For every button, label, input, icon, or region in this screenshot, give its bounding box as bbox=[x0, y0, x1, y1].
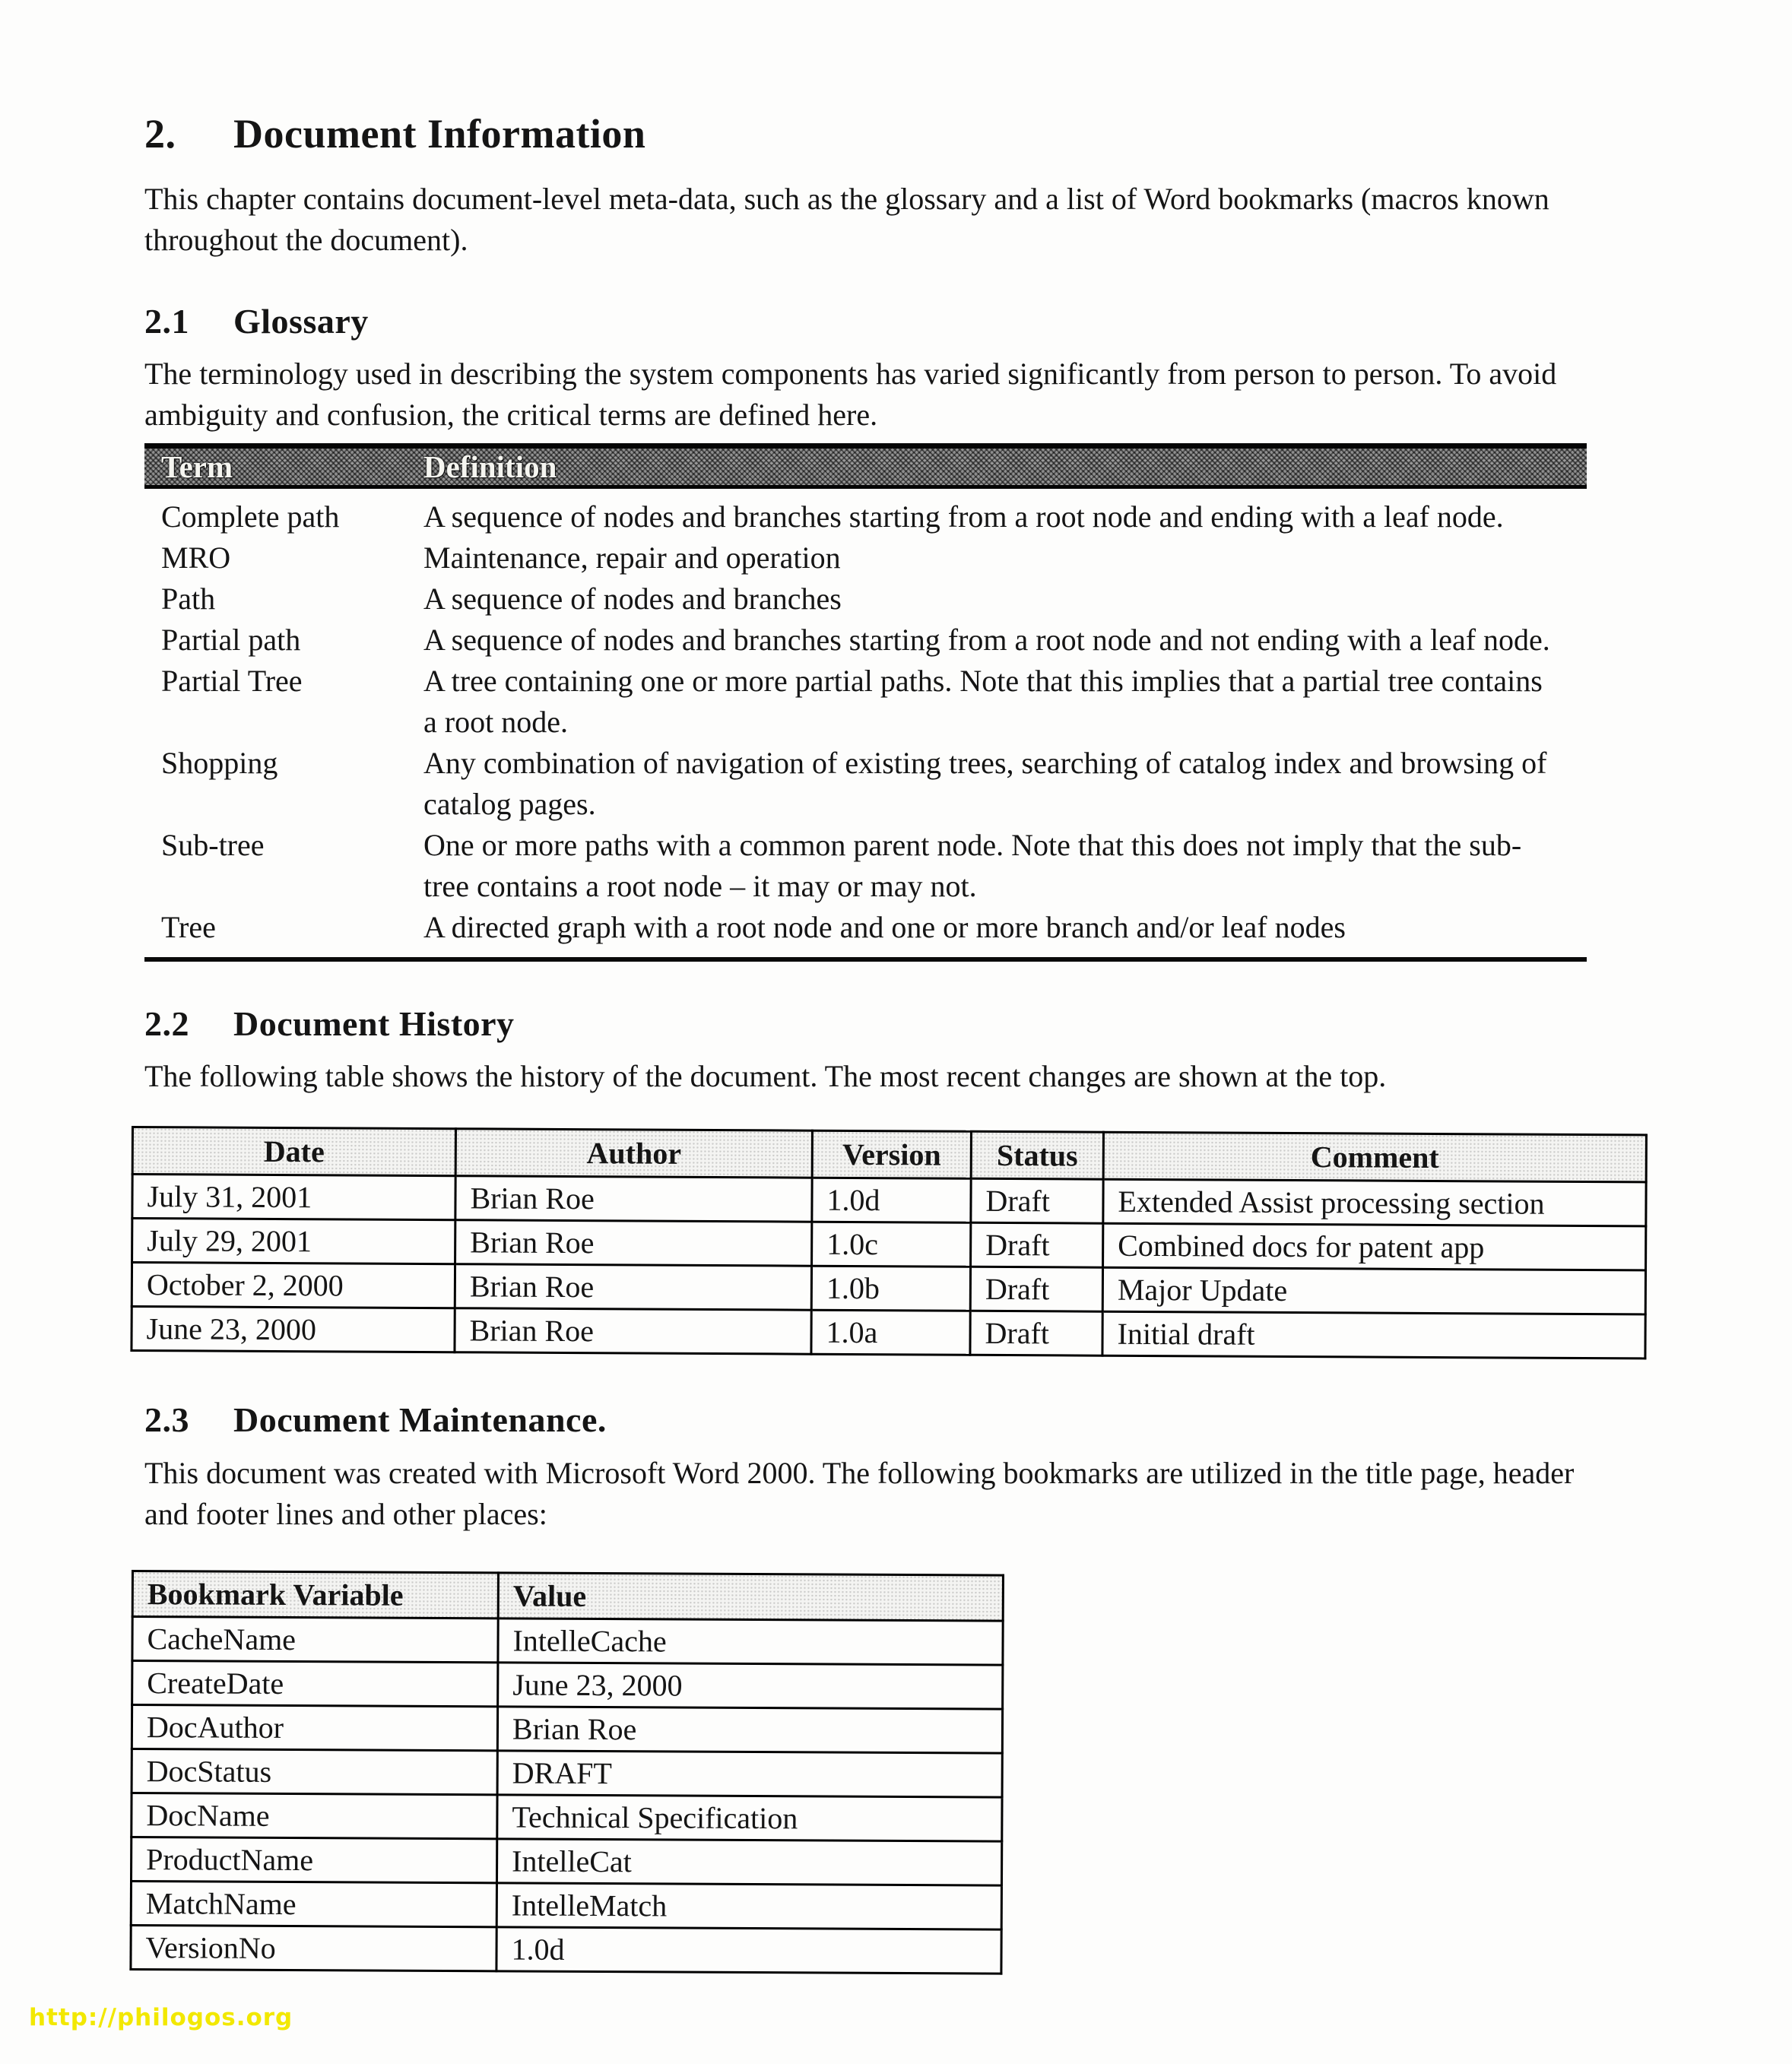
page-content bbox=[144, 113, 1621, 1970]
glossary-definition: Maintenance, repair and operation bbox=[423, 540, 841, 575]
history-cell-version: 1.0b bbox=[811, 1266, 970, 1311]
table-row bbox=[131, 1881, 1001, 1929]
maintenance-title: Document Maintenance. bbox=[233, 1400, 607, 1440]
bookmark-value: DRAFT bbox=[497, 1750, 1002, 1796]
bookmark-variable: DocName bbox=[132, 1793, 497, 1838]
table-row bbox=[144, 496, 1587, 537]
table-row bbox=[132, 1263, 1645, 1314]
glossary-definition: One or more paths with a common parent node. Note that this does not imply that the sub-tree contains a root node – it may or may not. bbox=[423, 827, 1522, 903]
table-row bbox=[144, 907, 1587, 948]
glossary-definition: A directed graph with a root node and one or more branch and/or leaf nodes bbox=[423, 909, 1346, 944]
bookmark-value: Technical Specification bbox=[497, 1794, 1002, 1840]
bookmark-variable: DocAuthor bbox=[132, 1704, 497, 1750]
glossary-header-definition: Definition bbox=[423, 449, 557, 484]
table-row bbox=[144, 743, 1587, 825]
history-cell-status: Draft bbox=[970, 1311, 1102, 1356]
maintenance-number: 2.3 bbox=[144, 1400, 189, 1440]
history-cell-date: October 2, 2000 bbox=[132, 1263, 455, 1308]
glossary-title: Glossary bbox=[233, 301, 369, 341]
history-cell-author: Brian Roe bbox=[455, 1264, 811, 1310]
bookmark-table bbox=[129, 1570, 1004, 1975]
history-cell-author: Brian Roe bbox=[455, 1176, 812, 1222]
section-title: Document Information bbox=[233, 111, 646, 157]
glossary-term: Path bbox=[161, 581, 216, 616]
history-header-author: Author bbox=[455, 1129, 812, 1178]
glossary-term: Shopping bbox=[161, 745, 278, 780]
glossary-definition: A sequence of nodes and branches bbox=[423, 581, 842, 616]
glossary-term: MRO bbox=[161, 540, 231, 575]
glossary-term: Sub-tree bbox=[161, 827, 265, 862]
glossary-body bbox=[144, 489, 1587, 957]
history-cell-version: 1.0d bbox=[812, 1178, 971, 1222]
history-cell-comment: Major Update bbox=[1102, 1267, 1645, 1314]
history-cell-comment: Initial draft bbox=[1102, 1311, 1645, 1359]
maintenance-heading bbox=[144, 1402, 1621, 1438]
glossary-definition: A sequence of nodes and branches starting from a root node and ending with a leaf node. bbox=[423, 499, 1504, 534]
history-heading bbox=[144, 1003, 1621, 1043]
glossary-table bbox=[144, 443, 1587, 962]
bookmark-variable: DocStatus bbox=[132, 1749, 497, 1794]
table-row bbox=[132, 1219, 1646, 1270]
glossary-intro: The terminology used in describing the system components has varied significantly from person to person. To avoid ambiguity and confusion, the critical terms are defined here. bbox=[144, 356, 1557, 432]
table-row bbox=[132, 1307, 1645, 1359]
history-number: 2.2 bbox=[144, 1003, 189, 1043]
glossary-header-row bbox=[144, 443, 1587, 489]
history-cell-author: Brian Roe bbox=[455, 1220, 812, 1266]
bookmark-value: IntelleCat bbox=[496, 1838, 1001, 1885]
table-row bbox=[132, 1793, 1002, 1841]
history-cell-author: Brian Roe bbox=[455, 1308, 811, 1354]
history-cell-date: July 29, 2001 bbox=[132, 1219, 455, 1264]
table-row bbox=[144, 661, 1587, 743]
glossary-term: Complete path bbox=[161, 499, 340, 534]
bookmark-header-variable: Bookmark Variable bbox=[132, 1571, 498, 1618]
history-header-row bbox=[132, 1127, 1646, 1182]
section-number: 2. bbox=[144, 111, 176, 157]
glossary-term: Partial Tree bbox=[161, 663, 303, 698]
table-row bbox=[132, 1616, 1003, 1665]
history-header-status: Status bbox=[971, 1132, 1103, 1180]
table-row bbox=[131, 1837, 1001, 1885]
maintenance-intro: This document was created with Microsoft Word 2000. The following bookmarks are utilized in the title page, header and footer lines and other places: bbox=[144, 1455, 1575, 1531]
bookmark-value: 1.0d bbox=[496, 1926, 1001, 1973]
bookmark-variable: CacheName bbox=[132, 1616, 498, 1662]
table-row bbox=[131, 1925, 1001, 1974]
bookmark-value: IntelleCache bbox=[498, 1618, 1003, 1664]
bookmark-header-value: Value bbox=[498, 1572, 1003, 1620]
watermark-link: http://philogos.org bbox=[29, 2004, 293, 2031]
glossary-heading bbox=[144, 303, 1621, 340]
history-intro: The following table shows the history of the document. The most recent changes are shown at the top. bbox=[144, 1059, 1387, 1094]
glossary-definition: A sequence of nodes and branches starting from a root node and not ending with a leaf node. bbox=[423, 622, 1550, 657]
history-title: Document History bbox=[233, 1003, 515, 1043]
table-row bbox=[144, 620, 1587, 661]
history-cell-version: 1.0c bbox=[812, 1222, 971, 1267]
bookmark-value: IntelleMatch bbox=[496, 1882, 1001, 1929]
history-header-comment: Comment bbox=[1103, 1132, 1646, 1182]
history-header-version: Version bbox=[812, 1130, 971, 1178]
bookmark-value: June 23, 2000 bbox=[498, 1662, 1003, 1708]
table-row bbox=[132, 1749, 1002, 1797]
table-row bbox=[132, 1175, 1646, 1226]
table-row bbox=[144, 537, 1587, 579]
history-cell-status: Draft bbox=[970, 1267, 1102, 1312]
bookmark-variable: VersionNo bbox=[131, 1925, 496, 1970]
bookmark-variable: CreateDate bbox=[132, 1660, 498, 1706]
history-table bbox=[130, 1126, 1648, 1359]
history-cell-status: Draft bbox=[971, 1223, 1103, 1268]
table-row bbox=[144, 579, 1587, 620]
glossary-definition: Any combination of navigation of existing trees, searching of catalog index and browsing of catalog pages. bbox=[423, 745, 1547, 821]
table-row bbox=[132, 1704, 1002, 1753]
history-cell-date: June 23, 2000 bbox=[132, 1307, 455, 1352]
history-cell-comment: Combined docs for patent app bbox=[1103, 1223, 1646, 1270]
section-intro: This chapter contains document-level meta-data, such as the glossary and a list of Word bookmarks (macros known throughout the document). bbox=[144, 181, 1549, 257]
history-cell-comment: Extended Assist processing section bbox=[1103, 1179, 1646, 1226]
section-heading bbox=[144, 113, 1621, 156]
table-row bbox=[144, 825, 1587, 907]
glossary-header-term: Term bbox=[161, 449, 233, 484]
history-cell-status: Draft bbox=[971, 1179, 1103, 1224]
history-cell-date: July 31, 2001 bbox=[132, 1175, 455, 1220]
glossary-number: 2.1 bbox=[144, 301, 189, 341]
glossary-definition: A tree containing one or more partial paths. Note that this implies that a partial tree contains a root node. bbox=[423, 663, 1543, 739]
bookmark-variable: MatchName bbox=[131, 1881, 496, 1926]
bookmark-variable: ProductName bbox=[131, 1837, 496, 1882]
glossary-term: Tree bbox=[161, 909, 216, 944]
bookmark-value: Brian Roe bbox=[497, 1706, 1002, 1752]
bookmark-header-row bbox=[132, 1571, 1003, 1621]
history-cell-version: 1.0a bbox=[811, 1310, 970, 1355]
history-header-date: Date bbox=[132, 1127, 455, 1176]
table-row bbox=[132, 1660, 1003, 1709]
glossary-term: Partial path bbox=[161, 622, 301, 657]
